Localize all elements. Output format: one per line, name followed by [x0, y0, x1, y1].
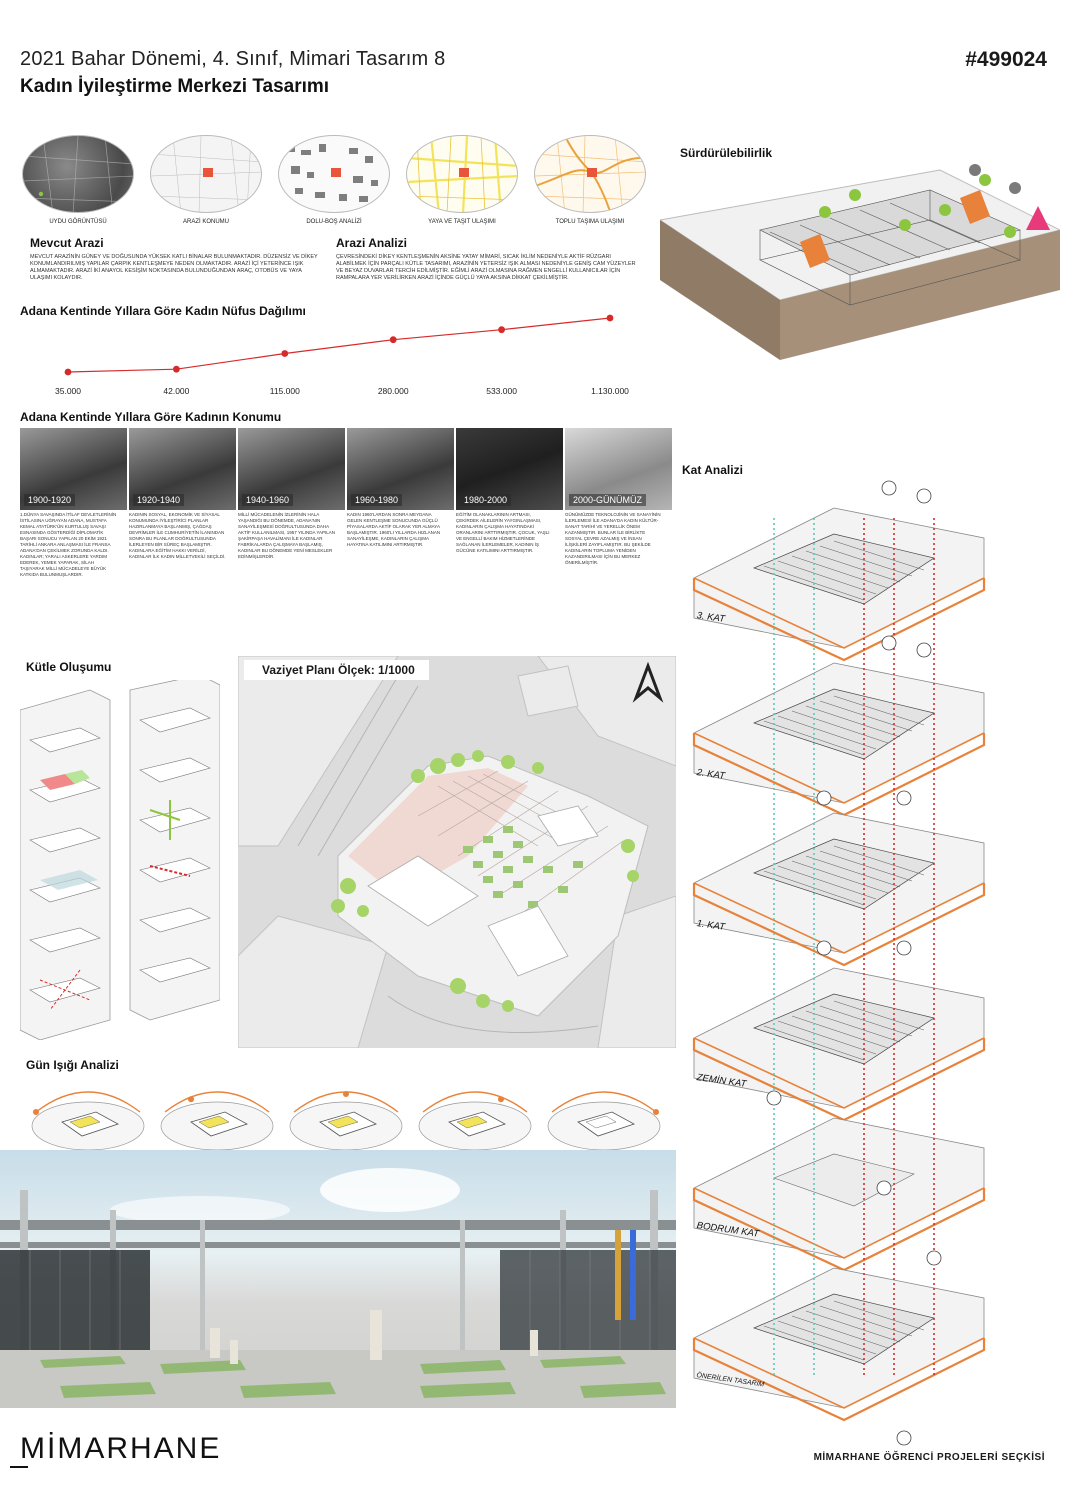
floor-label-ground: ZEMİN KAT	[696, 1072, 748, 1090]
satellite-map	[22, 135, 134, 213]
population-value-label: 1.130.000	[591, 386, 629, 396]
floor-label-basement: BODRUM KAT	[696, 1220, 760, 1240]
function-icon	[882, 481, 896, 495]
map-caption-4: YAYA VE TAŞIT ULAŞIMI	[428, 219, 496, 225]
history-photo	[238, 428, 345, 510]
history-photo	[20, 428, 127, 510]
population-value-label: 533.000	[486, 386, 517, 396]
history-period-text: EĞİTİM OLANAKLARININ ARTMASI, ÇEKİRDEK AİLELERİN YAYGINLAŞMASI, KADINLARIN ÇALIŞMA HAYATINDAKİ ORANLARINI ARTTIRMIŞTIR. ÇOCUK, YAŞLI VE ENGELLİ BAKIM HİZMETLERİNDE SAĞLANAN İLERLEMELER, KADININ İŞ GÜCÜNE KATILIMINI ARTTIRMIŞTIR.	[456, 512, 550, 553]
floor-label-proposed: ÖNERİLEN TASARIM	[696, 1372, 765, 1389]
population-line-chart	[20, 312, 660, 402]
history-period-text: GÜNÜMÜZDE TEKNOLOJİNİN VE SANAYİNİN İLERLEMESİ İLE ADANA'DA KADIN KÜLTÜR-SANAT TARİHİ VE YERELLİK ÖNEM KAZANMIŞTIR. BUNLAR İLE BİRLİKTE SOSYAL ÇEVRE AZALMIŞ VE İNSAN İLİŞKİLERİ ZAYIFLAMIŞTIR. BU ŞEKİLDE KADINLARIN TOPLUMA YENİDEN KAZANDIRILMASI İÇİN BU MERKEZ ÖNERİLMİŞTİR.	[565, 512, 661, 565]
floor-label-3: 3. KAT	[696, 610, 726, 625]
map-caption-2: ARAZİ KONUMU	[182, 219, 229, 225]
floor-label-1: 1. KAT	[696, 918, 726, 933]
history-period-text: 1.DÜNYA SAVAŞINDA İTİLAF DEVLETLERİNİN İSTİLASINA UĞRAYAN ADANA, MUSTAFA KEMAL ATATÜRK'ÜN KURTULUŞ SAVAŞI ESNASINDA GÖSTERDİĞİ DİPLOMATİK BAŞARI SONUCU YAPILAN 20 EKİM 1921 TARİHLİ ANKARA ANLAŞMASI İLE FRANSA ADANA'DAN ÇEKİLMEK ZORUNDA KALDI. KADINLAR; YARALI ASKERLERE YARDIM EDEREK, YEMEK YAPARAK, SİLAH TAŞIYARAK MİLLİ MÜCADELEYE BÜYÜK KATKIDA BULUNMUŞLARDIR.	[20, 512, 117, 577]
population-point	[281, 350, 288, 357]
function-icon	[817, 791, 831, 805]
sustainability-title: Sürdürülebilirlik	[680, 146, 773, 160]
daylight-diagram	[284, 1082, 408, 1154]
footer-collection-text: MİMARHANE ÖĞRENCİ PROJELERİ SEÇKİSİ	[813, 1452, 1045, 1463]
population-point	[390, 336, 397, 343]
floor-plate	[694, 1268, 984, 1420]
daylight-diagram	[155, 1082, 279, 1154]
history-period-label: 1920-1940	[133, 494, 184, 506]
population-value-label: 35.000	[55, 386, 81, 396]
function-icon	[917, 489, 931, 503]
course-info: 2021 Bahar Dönemi, 4. Sınıf, Mimari Tasarım 8	[20, 48, 446, 70]
population-value-label: 280.000	[377, 386, 409, 396]
floor-plate	[694, 1118, 984, 1270]
map-caption-1: UYDU GÖRÜNTÜSÜ	[49, 219, 107, 225]
history-period-label: 1980-2000	[460, 494, 511, 506]
project-id: #499024	[965, 48, 1047, 71]
pedestrian-vehicle-map	[406, 135, 518, 213]
function-icon	[767, 1091, 781, 1105]
map-caption-3: DOLU-BOŞ ANALİZİ	[306, 219, 362, 225]
site-plan	[238, 656, 676, 1048]
arazi-analizi-text: ÇEVRESİNDEKİ DİKEY KENTLEŞMENİN AKSİNE YATAY MİMARİ, SICAK İKLİM NEDENİYLE AKTİF RÜZGARI ALABİLMEK İÇİN PARÇALI KÜTLE TASARIMI, ARAZİNİN YETERSİZ IŞIK ALMASI NEDENİYLE GENİŞ CAM YÜZEYLER VE BEYAZ DUVARLAR TERCİH EDİLMİŞTİR. EĞİMLİ ARAZİ OLMASINA RAĞMEN ENGELLİ KULLANICILAR İÇİN RAMPALARA YER VERİLİRKEN ARAZİ İÇİNDE GÜÇLÜ YAYA AKSINA DİKKAT ÇEKİLMİŞTİR.	[336, 254, 636, 281]
daylight-diagram	[26, 1082, 150, 1154]
site-plan-title: Vaziyet Planı Ölçek: 1/1000	[244, 660, 429, 680]
mevcut-arazi-title: Mevcut Arazi	[30, 236, 104, 250]
map-caption-5: TOPLU TAŞIMA ULAŞIMI	[555, 219, 625, 225]
population-point	[65, 369, 72, 376]
floor-plate	[694, 813, 984, 965]
function-icon	[897, 941, 911, 955]
history-period-label: 1960-1980	[351, 494, 402, 506]
mass-formation-diagrams	[20, 680, 220, 1040]
population-point	[173, 366, 180, 373]
population-line	[68, 318, 610, 372]
site-maps-strip	[22, 135, 662, 235]
history-period-text: KADININ SOSYAL, EKONOMİK VE SİYASAL KONUMUNDA İYİLEŞTİRİCİ PLANLAR HAZIRLANMAYA BAŞLANMIŞ, ÇAĞDAŞ DEVRİMLER İLE CUMHURİYETİN İLANINDAN SONRA BU PLANLAR DOĞRULTUSUNDA İLERLEYEN BİR SÜREÇ BAŞLAMIŞTIR. KADINLARA EĞİTİM HAKKI VERİLDİ, KADINLAR İLK KADIN MİLLETVEKİLİ SEÇİLDİ.	[129, 512, 226, 559]
history-period-label: 2000-GÜNÜMÜZ	[569, 494, 646, 506]
daylight-title: Gün Işığı Analizi	[26, 1058, 119, 1072]
figure-ground-map	[278, 135, 390, 213]
population-point	[498, 326, 505, 333]
floor-label-2: 2. KAT	[696, 767, 726, 782]
function-icon	[897, 791, 911, 805]
mimarhane-logo: MİMARHANE	[20, 1432, 222, 1465]
function-icon	[882, 636, 896, 650]
function-icon	[877, 1181, 891, 1195]
history-title: Adana Kentinde Yıllara Göre Kadının Konumu	[20, 410, 282, 424]
history-photo	[347, 428, 454, 510]
floor-plate	[694, 968, 984, 1120]
floor-plate	[694, 508, 984, 660]
arazi-analizi-title: Arazi Analizi	[336, 236, 407, 250]
site-location-map	[150, 135, 262, 213]
population-point	[607, 315, 614, 322]
population-value-label: 115.000	[269, 386, 300, 396]
history-period-label: 1900-1920	[24, 494, 75, 506]
history-photo	[129, 428, 236, 510]
project-title: Kadın İyileştirme Merkezi Tasarımı	[20, 76, 330, 97]
daylight-diagram	[542, 1082, 666, 1154]
function-icon	[897, 1431, 911, 1445]
population-chart-title: Adana Kentinde Yıllara Göre Kadın Nüfus Dağılımı	[20, 304, 306, 318]
mass-formation-title: Kütle Oluşumu	[26, 660, 112, 674]
mevcut-arazi-text: MEVCUT ARAZİNİN GÜNEY VE DOĞUSUNDA YÜKSEK KATLI BİNALAR BULUNMAKTADIR. DÜZENSİZ VE DİKEY KONUMLANDIRILMIŞ YAPILAR ÇARPIK KENTLEŞMEYE NEDEN OLMAKTADIR. ARAZİ İÇİ YETERİNCE IŞIK ALMAMAKTADIR. ARAZİ İKİ ANAYOL KESİŞİM NOKTASINDA BULUNDUĞUNDAN ARAÇ, OTOBÜS VE YAYA ULAŞIMI KOLAYDIR.	[30, 254, 318, 281]
daylight-diagram	[413, 1082, 537, 1154]
function-icon	[917, 643, 931, 657]
function-icon	[817, 941, 831, 955]
sustainability-axonometric	[660, 160, 1060, 400]
floor-analysis-title: Kat Analizi	[682, 463, 743, 477]
function-icon	[927, 1251, 941, 1265]
history-photo	[456, 428, 563, 510]
logo-underline	[10, 1466, 28, 1468]
history-period-label: 1940-1960	[242, 494, 293, 506]
courtyard-render	[0, 1150, 676, 1408]
public-transport-map	[534, 135, 646, 213]
history-period-text: KADIN 1960'LARDAN SONRA MEYDANA GELEN KENTLEŞME SONUCUNDA GÜÇLÜ PİYASALARDA AKTİF OLARAK YER ALMAYA BAŞLAMIŞTIR. 1960'LI YILLARDA HIZLANAN SANAYİLEŞME, KADINLARIN ÇALIŞMA HAYATINA KATILIMINI ARTIRMIŞTIR.	[347, 512, 441, 547]
history-photo	[565, 428, 672, 510]
exploded-floor-axonometric	[684, 478, 1069, 1458]
history-period-text: MİLLİ MÜCADELENİN İZLERİNİN HALA YAŞANDIĞI BU DÖNEMDE, ADANA'NIN SANAYİLEŞMESİ DOĞRULTUSUNDA DAHA AKTİF KULLANILMASI, 1957 YILINDA YAPILAN ŞAKİRPAŞA HAVALİMANI İLE KADINLAR FABRİKALARDA ÇALIŞMAYA BAŞLAMIŞ, KADINLAR BU DÖNEMDE YENİ MESLEKLER EDİNMİŞLERDİR.	[238, 512, 336, 559]
floor-plate	[694, 663, 984, 815]
population-value-label: 42.000	[163, 386, 190, 396]
